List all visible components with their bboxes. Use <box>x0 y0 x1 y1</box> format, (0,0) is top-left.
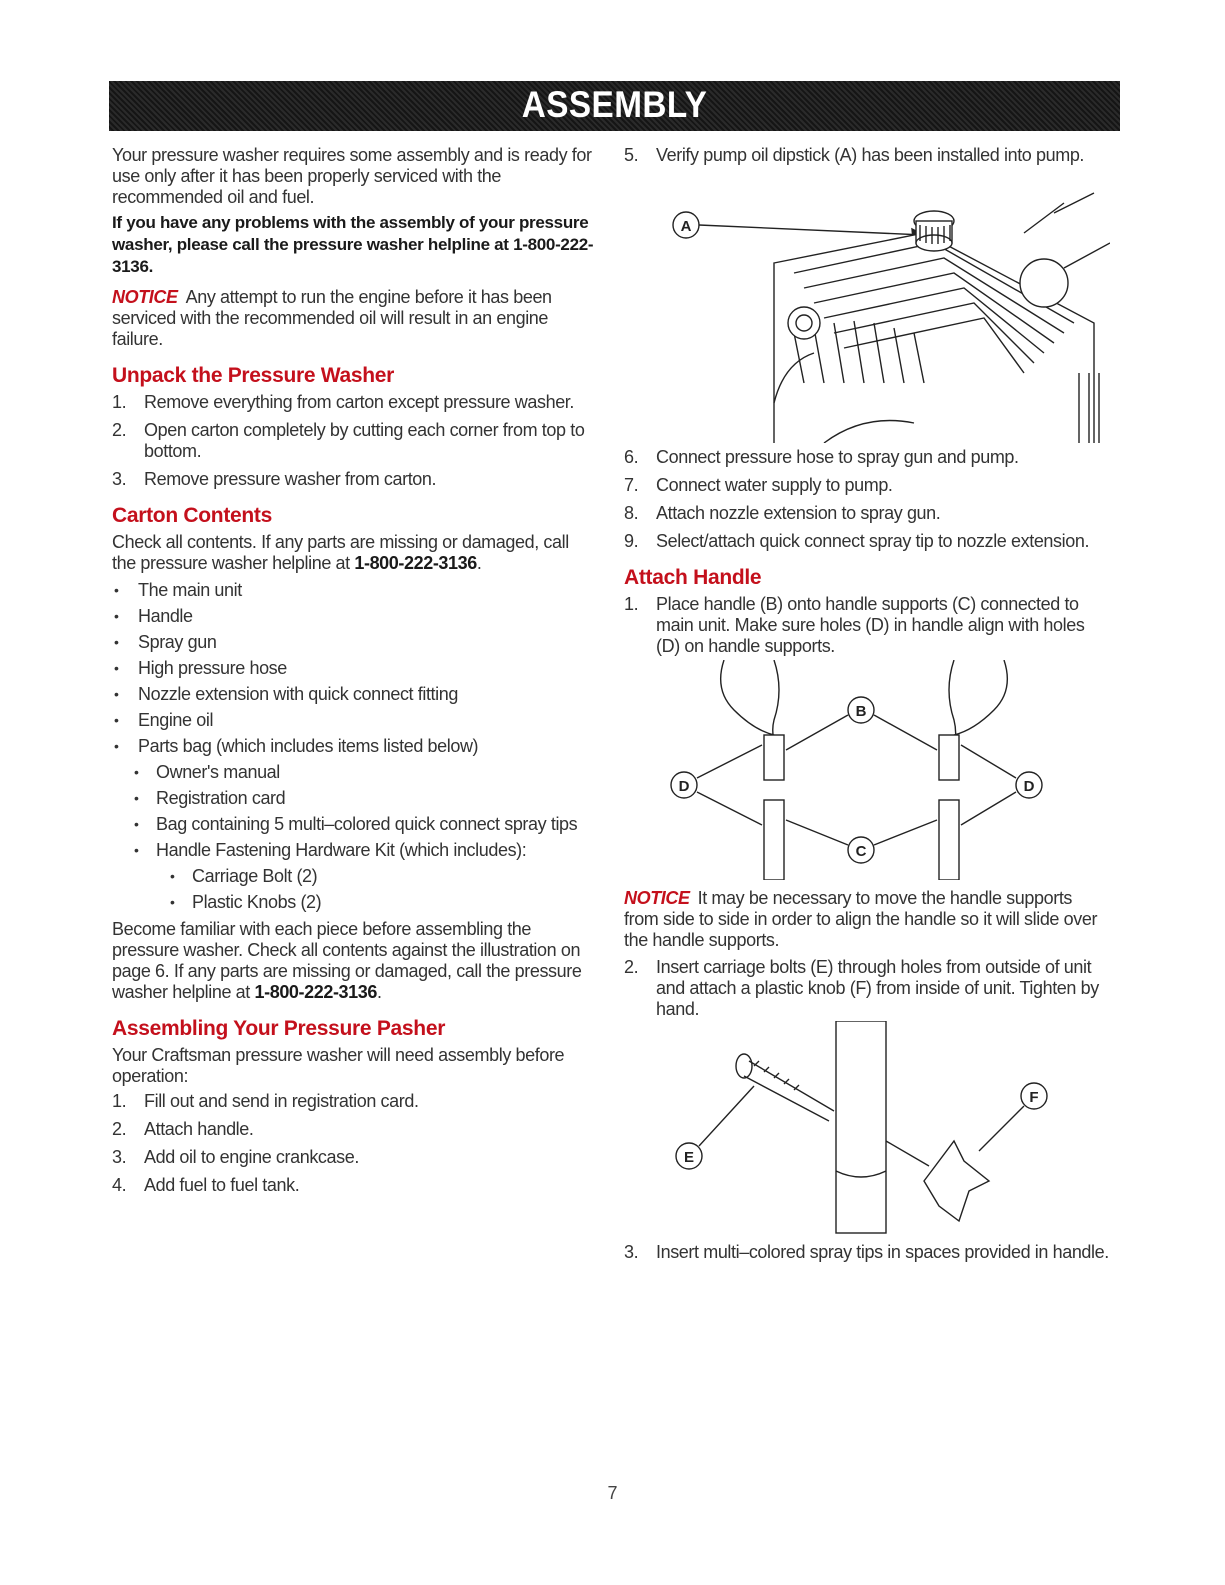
helpline-phone: 1-800-222-3136 <box>354 553 477 573</box>
list-item <box>112 420 597 462</box>
step-number: 2. <box>112 1119 127 1139</box>
contents-list <box>112 580 597 913</box>
step-number: 2. <box>624 957 639 977</box>
attach-step-3 <box>624 1242 1110 1263</box>
step-text: Insert multi–colored spray tips in spaces provided in handle. <box>656 1242 1109 1262</box>
step-number: 4. <box>112 1175 127 1195</box>
list-item: • Carriage Bolt (2) <box>112 866 597 887</box>
attach-step-1 <box>624 594 1110 657</box>
list-item: • High pressure hose <box>112 658 597 679</box>
step-number: 1. <box>112 1091 127 1111</box>
list-item: • Engine oil <box>112 710 597 731</box>
step-text: Select/attach quick connect spray tip to nozzle extension. <box>656 531 1090 551</box>
section-heading-contents: Carton Contents <box>112 504 272 527</box>
header-bar <box>109 81 1120 131</box>
step-text: Verify pump oil dipstick (A) has been installed into pump. <box>656 145 1085 165</box>
page-number: 7 <box>607 1483 618 1503</box>
assembling-intro: Your Craftsman pressure washer will need assembly before operation: <box>112 1045 565 1086</box>
list-item <box>112 1091 597 1112</box>
contents-intro: Check all contents. If any parts are missing or damaged, call the pressure washer helpline at 1-800-222-3136. <box>112 532 569 573</box>
step-text: Add oil to engine crankcase. <box>144 1147 359 1167</box>
list-item <box>112 1175 597 1196</box>
list-item <box>624 475 1110 496</box>
step-text: Fill out and send in registration card. <box>144 1091 419 1111</box>
step-text: Remove pressure washer from carton. <box>144 469 437 489</box>
familiar-paragraph: Become familiar with each piece before assembling the pressure washer. Check all contents against the illustration on page 6. If any parts are missing or damaged, call the pressure washer helpline at 1-800-222-3136. <box>112 919 582 1002</box>
pump-dipstick-illustration <box>624 173 1110 443</box>
list-item <box>624 1242 1110 1263</box>
notice-label: NOTICE <box>624 888 690 908</box>
attach-notice <box>624 888 1110 951</box>
list-item <box>624 503 1110 524</box>
list-item <box>112 469 597 490</box>
list-item: • Registration card <box>112 788 597 809</box>
step-number: 9. <box>624 531 639 551</box>
intro-paragraph: Your pressure washer requires some assembly and is ready for use only after it has been properly serviced with the recommended oil and fuel. <box>112 145 592 207</box>
unpack-steps <box>112 392 597 490</box>
page-title: ASSEMBLY <box>521 84 708 125</box>
step-text: Add fuel to fuel tank. <box>144 1175 300 1195</box>
step-number: 3. <box>112 1147 127 1167</box>
familiar-text: Become familiar with each piece before assembling the pressure washer. Check all contents against the illustration on page 6. If any parts are missing or damaged, call the pressure washer helpline at <box>112 919 582 1002</box>
step-number: 7. <box>624 475 639 495</box>
step-number: 1. <box>112 392 127 412</box>
notice-paragraph <box>112 287 597 350</box>
list-item <box>624 531 1110 552</box>
step-text: Attach nozzle extension to spray gun. <box>656 503 941 523</box>
callout-b: B <box>855 703 867 720</box>
notice-text: It may be necessary to move the handle supports from side to side in order to align the handle so it will slide over the handle supports. <box>624 888 1098 950</box>
step-number: 3. <box>112 469 127 489</box>
assembling-steps <box>112 1091 597 1196</box>
section-heading-unpack: Unpack the Pressure Washer <box>112 364 395 387</box>
step-number: 8. <box>624 503 639 523</box>
step-number: 5. <box>624 145 639 165</box>
step-number: 2. <box>112 420 127 440</box>
list-item: • Handle Fastening Hardware Kit (which includes): <box>112 840 597 861</box>
callout-a: A <box>680 218 692 235</box>
list-item <box>112 392 597 413</box>
list-item: • Plastic Knobs (2) <box>112 892 597 913</box>
step-number: 6. <box>624 447 639 467</box>
step-text: Connect water supply to pump. <box>656 475 893 495</box>
list-item <box>624 594 1110 657</box>
bolt-knob-illustration <box>624 1021 1110 1236</box>
callout-e: E <box>683 1149 695 1166</box>
helpline-phone: 1-800-222-3136 <box>254 982 378 1002</box>
step-number: 3. <box>624 1242 639 1262</box>
list-item: • Spray gun <box>112 632 597 653</box>
list-item: • Bag containing 5 multi–colored quick connect spray tips <box>112 814 597 835</box>
list-item <box>112 1119 597 1140</box>
right-column <box>624 145 1110 1270</box>
step-text: Place handle (B) onto handle supports (C) connected to main unit. Make sure holes (D) in handle align with holes (D) on handle supports. <box>656 594 1085 656</box>
step-text: Open carton completely by cutting each corner from top to bottom. <box>144 420 585 461</box>
list-item <box>112 1147 597 1168</box>
list-item <box>624 957 1110 1020</box>
callout-c: C <box>855 843 867 860</box>
contents-intro-text: Check all contents. If any parts are missing or damaged, call the pressure washer helpline at <box>112 532 569 573</box>
list-item: • Handle <box>112 606 597 627</box>
list-item <box>624 447 1110 468</box>
step-text: Attach handle. <box>144 1119 254 1139</box>
section-heading-attach-handle: Attach Handle <box>624 566 762 589</box>
step-text: Remove everything from carton except pressure washer. <box>144 392 575 412</box>
step-number: 1. <box>624 594 639 614</box>
left-column <box>112 145 597 1203</box>
attach-step-2 <box>624 957 1110 1020</box>
callout-d-left: D <box>678 778 690 795</box>
list-item: • Owner's manual <box>112 762 597 783</box>
list-item <box>624 145 1110 166</box>
step-text: Connect pressure hose to spray gun and pump. <box>656 447 1019 467</box>
notice-label: NOTICE <box>112 287 178 307</box>
notice-text: Any attempt to run the engine before it has been serviced with the recommended oil will result in an engine failure. <box>112 287 552 349</box>
steps-6-9 <box>624 447 1110 552</box>
section-heading-assembling: Assembling Your Pressure Pasher <box>112 1017 446 1040</box>
list-item: • The main unit <box>112 580 597 601</box>
step-5 <box>624 145 1110 166</box>
callout-d-right: D <box>1023 778 1035 795</box>
step-text: Insert carriage bolts (E) through holes from outside of unit and attach a plastic knob (F) from inside of unit. Tighten by hand. <box>656 957 1099 1019</box>
list-item: • Parts bag (which includes items listed below) <box>112 736 597 757</box>
callout-f: F <box>1029 1089 1039 1106</box>
handle-support-illustration <box>624 660 1110 880</box>
helpline-note: If you have any problems with the assembly of your pressure washer, please call the pressure washer helpline at 1-800-222-3136. <box>112 213 594 276</box>
list-item: • Nozzle extension with quick connect fitting <box>112 684 597 705</box>
